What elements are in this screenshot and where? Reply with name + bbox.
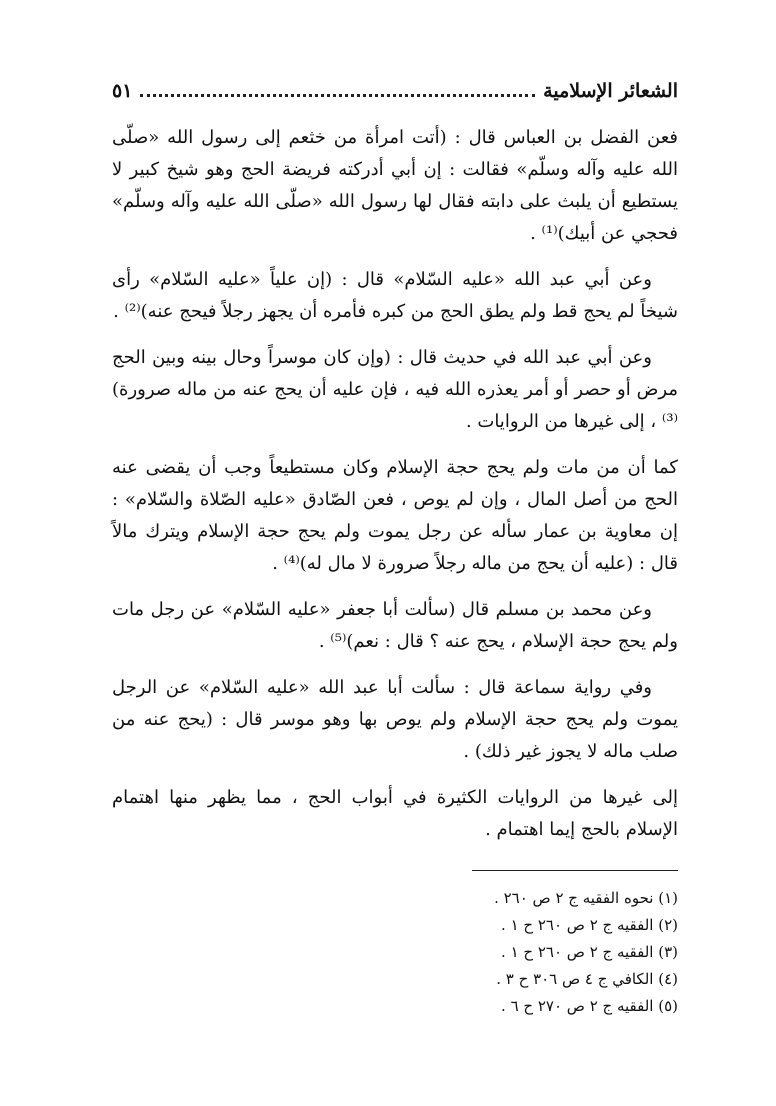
paragraph: وعن أبي عبد الله «عليه السّلام» قال : (إن علياً «عليه السّلام» رأى شيخاً لم يحج قط ولم يطق الحج من كبره فأمره أن يجهز رجلاً فيحج عنه)⁽²⁾ . [112, 269, 678, 322]
footnote-divider [472, 870, 678, 871]
page [112, 78, 678, 1020]
paragraph: كما أن من مات ولم يحج حجة الإسلام وكان مستطيعاً وجب أن يقضى عنه الحج من أصل المال ، وإن لم يوص ، فعن الصّادق «عليه الصّلاة والسّلام» : إن معاوية بن عمار سأله عن رجل يموت ولم يحج حجة الإسلام ويترك مالاً قال : (عليه أن يحج من ماله رجلاً صرورة لا مال له)⁽⁴⁾ . [112, 457, 678, 574]
footnote: (٥) الفقيه ج ٢ ص ٢٧٠ ح ٦ . [501, 997, 678, 1015]
footnote: (٣) الفقيه ج ٢ ص ٢٦٠ ح ١ . [501, 943, 678, 961]
paragraph: وعن محمد بن مسلم قال (سألت أبا جعفر «عليه السّلام» عن رجل مات ولم يحج حجة الإسلام ، يحج عنه ؟ قال : نعم)⁽⁵⁾ . [112, 599, 678, 652]
paragraph: فعن الفضل بن العباس قال : (أتت امرأة من خثعم إلى رسول الله «صلّى الله عليه وآله وسلّم» فقالت : إن أبي أدركته فريضة الحج وهو شيخ كبير لا يستطيع أن يلبث على دابته فقال لها رسول الله «صلّى الله عليه وآله وسلّم» فحجي عن أبيك)⁽¹⁾ . [112, 127, 678, 244]
header-title: الشعائر الإسلامية [543, 80, 678, 102]
paragraph: وفي رواية سماعة قال : سألت أبا عبد الله «عليه السّلام» عن الرجل يموت ولم يحج حجة الإسلام ولم يوص بها وهو موسر قال : (يحج عنه من صلب ماله لا يجوز غير ذلك) . [112, 677, 678, 762]
paragraph: إلى غيرها من الروايات الكثيرة في أبواب الحج ، مما يظهر منها اهتمام الإسلام بالحج إيما اهتمام . [112, 787, 678, 840]
footnotes [112, 885, 678, 1020]
footnote: (٢) الفقيه ج ٢ ص ٢٦٠ ح ١ . [501, 916, 678, 934]
footnote: (٤) الكافي ج ٤ ص ٣٠٦ ح ٣ . [496, 970, 678, 988]
running-header [112, 78, 678, 108]
footnote: (١) نحوه الفقيه ج ٢ ص ٢٦٠ . [494, 889, 678, 907]
paragraph: وعن أبي عبد الله في حديث قال : (وإن كان موسراً وحال بينه وبين الحج مرض أو حصر أو أمر يعذره الله فيه ، فإن عليه أن يحج عنه من ماله صرورة)⁽³⁾ ، إلى غيرها من الروايات . [112, 347, 678, 432]
page-number: ٥١ [112, 80, 133, 102]
dot-leader [140, 80, 535, 97]
